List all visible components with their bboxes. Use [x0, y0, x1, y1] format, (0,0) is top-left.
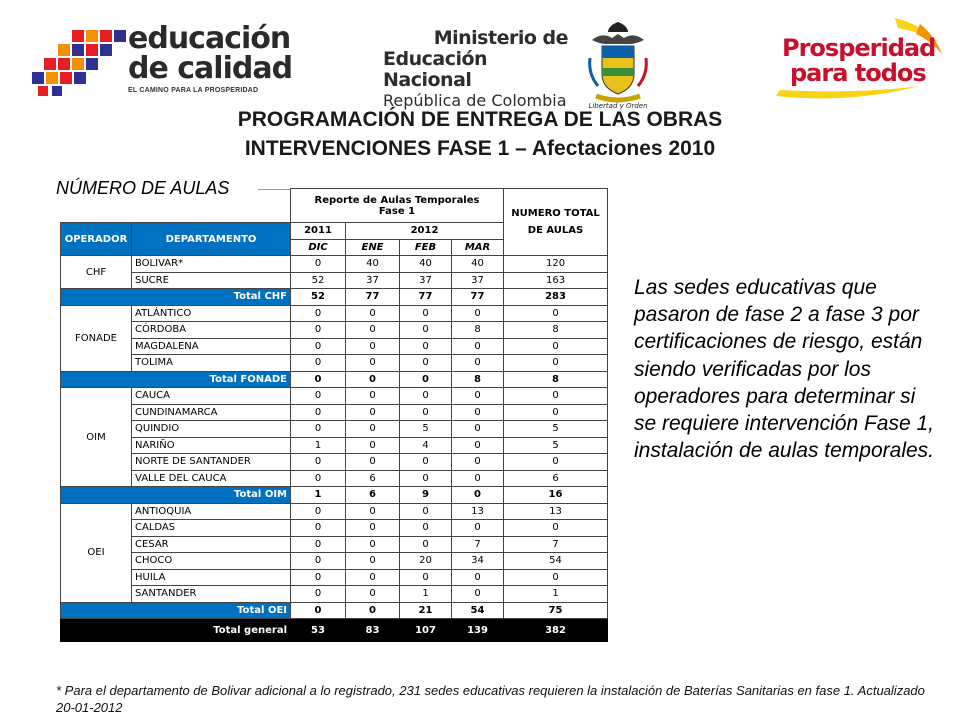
- table-row: [61, 520, 608, 537]
- value-cell-feb: 20: [400, 553, 452, 570]
- departamento-cell: HUILA: [132, 569, 291, 586]
- table-row: [61, 503, 608, 520]
- operador-cell: CHF: [61, 256, 132, 289]
- value-cell-dic: 0: [291, 404, 346, 421]
- subtotal-dic: 52: [291, 289, 346, 306]
- table-row: [61, 586, 608, 603]
- subtotal-feb: 9: [400, 487, 452, 504]
- subtotal-feb: 0: [400, 371, 452, 388]
- value-cell-feb: 0: [400, 322, 452, 339]
- subtotal-label: Total FONADE: [61, 371, 291, 388]
- value-cell-ene: 0: [346, 404, 400, 421]
- value-cell-total: 0: [504, 355, 608, 372]
- value-cell-ene: 0: [346, 322, 400, 339]
- operador-header: OPERADOR: [61, 223, 132, 256]
- value-cell-feb: 5: [400, 421, 452, 438]
- value-cell-ene: 0: [346, 569, 400, 586]
- value-cell-ene: 0: [346, 503, 400, 520]
- departamento-cell: NORTE DE SANTANDER: [132, 454, 291, 471]
- colored-cubes-icon: [32, 26, 127, 98]
- grand-total-mar: 139: [452, 619, 504, 642]
- educacion-de-calidad-logo: [32, 18, 297, 98]
- ministerio-line2: Educación Nacional: [383, 48, 488, 91]
- departamento-cell: SUCRE: [132, 272, 291, 289]
- value-cell-ene: 0: [346, 338, 400, 355]
- operador-cell: OIM: [61, 388, 132, 487]
- table-row: [61, 322, 608, 339]
- prosperidad-line2: para todos: [790, 59, 926, 87]
- subtotal-total: 16: [504, 487, 608, 504]
- departamento-cell: CHOCO: [132, 553, 291, 570]
- departamento-cell: VALLE DEL CAUCA: [132, 470, 291, 487]
- subtotal-total: 75: [504, 602, 608, 619]
- subtotal-mar: 77: [452, 289, 504, 306]
- subtotal-label: Total OEI: [61, 602, 291, 619]
- value-cell-dic: 0: [291, 503, 346, 520]
- grand-total-label: Total general: [61, 619, 291, 642]
- value-cell-mar: 0: [452, 404, 504, 421]
- subtotal-ene: 0: [346, 371, 400, 388]
- departamento-cell: CUNDINAMARCA: [132, 404, 291, 421]
- value-cell-total: 7: [504, 536, 608, 553]
- table-row: [61, 355, 608, 372]
- departamento-header: DEPARTAMENTO: [132, 223, 291, 256]
- value-cell-ene: 0: [346, 586, 400, 603]
- value-cell-total: 54: [504, 553, 608, 570]
- table-row: [61, 421, 608, 438]
- total-header-cell: [504, 189, 608, 256]
- value-cell-feb: 0: [400, 305, 452, 322]
- operador-cell: OEI: [61, 503, 132, 602]
- subtotal-total: 8: [504, 371, 608, 388]
- value-cell-ene: 40: [346, 256, 400, 273]
- prosperidad-para-todos-logo: [770, 14, 945, 102]
- value-cell-mar: 7: [452, 536, 504, 553]
- value-cell-total: 0: [504, 338, 608, 355]
- subtotal-feb: 21: [400, 602, 452, 619]
- value-cell-mar: 0: [452, 305, 504, 322]
- departamento-cell: CAUCA: [132, 388, 291, 405]
- value-cell-mar: 0: [452, 388, 504, 405]
- value-cell-total: 120: [504, 256, 608, 273]
- subtotal-label: Total CHF: [61, 289, 291, 306]
- value-cell-feb: 0: [400, 454, 452, 471]
- value-cell-feb: 4: [400, 437, 452, 454]
- value-cell-ene: 0: [346, 437, 400, 454]
- departamento-cell: ATLÁNTICO: [132, 305, 291, 322]
- value-cell-ene: 6: [346, 470, 400, 487]
- departamento-cell: CALDAS: [132, 520, 291, 537]
- report-title-1: Reporte de Aulas Temporales: [314, 194, 480, 206]
- ministerio-logo: [383, 27, 568, 110]
- coat-motto: Libertad y Orden: [588, 102, 648, 110]
- value-cell-dic: 0: [291, 338, 346, 355]
- subtotal-feb: 77: [400, 289, 452, 306]
- table-row: [61, 305, 608, 322]
- value-cell-dic: 0: [291, 454, 346, 471]
- educacion-logo-tagline: EL CAMINO PARA LA PROSPERIDAD: [128, 87, 259, 94]
- value-cell-ene: 0: [346, 305, 400, 322]
- value-cell-total: 0: [504, 454, 608, 471]
- value-cell-dic: 0: [291, 256, 346, 273]
- subtotal-label: Total OIM: [61, 487, 291, 504]
- subtotal-dic: 1: [291, 487, 346, 504]
- value-cell-feb: 0: [400, 355, 452, 372]
- value-cell-mar: 40: [452, 256, 504, 273]
- educacion-logo-line2: de calidad: [128, 51, 293, 86]
- value-cell-dic: 0: [291, 553, 346, 570]
- value-cell-ene: 37: [346, 272, 400, 289]
- month-feb-header: FEB: [400, 239, 452, 256]
- value-cell-mar: 0: [452, 520, 504, 537]
- table-row: [61, 536, 608, 553]
- subtotal-mar: 8: [452, 371, 504, 388]
- value-cell-ene: 0: [346, 520, 400, 537]
- grand-total-feb: 107: [400, 619, 452, 642]
- value-cell-mar: 8: [452, 322, 504, 339]
- table-row: [61, 454, 608, 471]
- value-cell-mar: 34: [452, 553, 504, 570]
- table-row: [61, 553, 608, 570]
- value-cell-dic: 0: [291, 536, 346, 553]
- value-cell-feb: 0: [400, 470, 452, 487]
- grand-total-total: 382: [504, 619, 608, 642]
- departamento-cell: MAGDALENA: [132, 338, 291, 355]
- value-cell-mar: 0: [452, 454, 504, 471]
- value-cell-mar: 0: [452, 437, 504, 454]
- departamento-cell: NARIÑO: [132, 437, 291, 454]
- value-cell-ene: 0: [346, 454, 400, 471]
- value-cell-dic: 0: [291, 569, 346, 586]
- section-subtitle: NÚMERO DE AULAS: [56, 178, 230, 198]
- value-cell-feb: 0: [400, 503, 452, 520]
- value-cell-feb: 0: [400, 338, 452, 355]
- value-cell-dic: 0: [291, 305, 346, 322]
- departamento-cell: ANTIOQUIA: [132, 503, 291, 520]
- value-cell-total: 163: [504, 272, 608, 289]
- subtotal-mar: 0: [452, 487, 504, 504]
- value-cell-total: 13: [504, 503, 608, 520]
- value-cell-ene: 0: [346, 355, 400, 372]
- value-cell-dic: 0: [291, 520, 346, 537]
- value-cell-dic: 52: [291, 272, 346, 289]
- departamento-cell: QUINDIO: [132, 421, 291, 438]
- aulas-temporales-table: [60, 188, 608, 642]
- subtotal-dic: 0: [291, 371, 346, 388]
- value-cell-mar: 0: [452, 338, 504, 355]
- value-cell-total: 5: [504, 437, 608, 454]
- value-cell-dic: 0: [291, 322, 346, 339]
- table-row: [61, 256, 608, 273]
- value-cell-mar: 0: [452, 586, 504, 603]
- table-row: [61, 569, 608, 586]
- value-cell-dic: 0: [291, 586, 346, 603]
- value-cell-total: 0: [504, 404, 608, 421]
- table-row: [61, 437, 608, 454]
- value-cell-mar: 37: [452, 272, 504, 289]
- total-header-label: NUMERO TOTAL DE AULAS: [511, 208, 600, 236]
- value-cell-feb: 37: [400, 272, 452, 289]
- subtotal-row: [61, 371, 608, 388]
- subtotal-row: [61, 487, 608, 504]
- ministerio-line1: Ministerio de: [433, 27, 568, 49]
- value-cell-total: 8: [504, 322, 608, 339]
- footnote: * Para el departamento de Bolivar adicional a lo registrado, 231 sedes educativas requieren la instalación de Baterías Sanitarias en fase 1. Actualizado 20-01-2012: [56, 683, 925, 715]
- subtotal-ene: 0: [346, 602, 400, 619]
- year-2011-header: 2011: [291, 223, 346, 240]
- value-cell-dic: 1: [291, 437, 346, 454]
- value-cell-feb: 0: [400, 536, 452, 553]
- colombia-coat-of-arms-icon: [582, 18, 654, 110]
- value-cell-ene: 0: [346, 536, 400, 553]
- subtotal-mar: 54: [452, 602, 504, 619]
- departamento-cell: TOLIMA: [132, 355, 291, 372]
- ministerio-line3: República de Colombia: [383, 91, 567, 110]
- grand-total-row: [61, 619, 608, 642]
- value-cell-ene: 0: [346, 421, 400, 438]
- month-ene-header: ENE: [346, 239, 400, 256]
- value-cell-total: 1: [504, 586, 608, 603]
- month-mar-header: MAR: [452, 239, 504, 256]
- value-cell-mar: 0: [452, 421, 504, 438]
- header-row-1: [61, 189, 608, 206]
- table-row: [61, 338, 608, 355]
- table-row: [61, 272, 608, 289]
- value-cell-total: 0: [504, 569, 608, 586]
- subtotal-ene: 6: [346, 487, 400, 504]
- value-cell-total: 0: [504, 388, 608, 405]
- grand-total-dic: 53: [291, 619, 346, 642]
- side-paragraph: Las sedes educativas que pasaron de fase 2 a fase 3 por certificaciones de riesgo, están siendo verificadas por los operadores para determinar si se requiere intervención Fase 1, instalación de aulas temporales.: [634, 276, 935, 463]
- departamento-cell: SANTANDER: [132, 586, 291, 603]
- page-title-line1: PROGRAMACIÓN DE ENTREGA DE LAS OBRAS: [237, 108, 723, 131]
- page-title-line2: INTERVENCIONES FASE 1 – Afectaciones 2010: [244, 137, 716, 160]
- subtotal-dic: 0: [291, 602, 346, 619]
- value-cell-dic: 0: [291, 421, 346, 438]
- value-cell-mar: 13: [452, 503, 504, 520]
- value-cell-feb: 0: [400, 569, 452, 586]
- operador-cell: FONADE: [61, 305, 132, 371]
- report-title-cell: [291, 189, 504, 223]
- table-row: [61, 404, 608, 421]
- departamento-cell: CESAR: [132, 536, 291, 553]
- value-cell-total: 0: [504, 520, 608, 537]
- value-cell-feb: 1: [400, 586, 452, 603]
- value-cell-feb: 0: [400, 404, 452, 421]
- value-cell-feb: 0: [400, 388, 452, 405]
- value-cell-mar: 0: [452, 569, 504, 586]
- value-cell-mar: 0: [452, 355, 504, 372]
- value-cell-total: 0: [504, 305, 608, 322]
- value-cell-ene: 0: [346, 388, 400, 405]
- subtotal-row: [61, 289, 608, 306]
- value-cell-dic: 0: [291, 388, 346, 405]
- departamento-cell: BOLIVAR*: [132, 256, 291, 273]
- aulas-table-container: [60, 188, 608, 642]
- year-2012-header: 2012: [346, 223, 504, 240]
- grand-total-ene: 83: [346, 619, 400, 642]
- value-cell-feb: 40: [400, 256, 452, 273]
- report-title-2: Fase 1: [378, 205, 416, 217]
- subtotal-total: 283: [504, 289, 608, 306]
- table-row: [61, 388, 608, 405]
- value-cell-ene: 0: [346, 553, 400, 570]
- value-cell-mar: 0: [452, 470, 504, 487]
- value-cell-total: 6: [504, 470, 608, 487]
- table-row: [61, 470, 608, 487]
- value-cell-dic: 0: [291, 355, 346, 372]
- departamento-cell: CÓRDOBA: [132, 322, 291, 339]
- educacion-logo-line1: educación: [128, 21, 291, 56]
- value-cell-total: 5: [504, 421, 608, 438]
- prosperidad-line1: Prosperidad: [782, 34, 936, 62]
- subtotal-ene: 77: [346, 289, 400, 306]
- value-cell-dic: 0: [291, 470, 346, 487]
- value-cell-feb: 0: [400, 520, 452, 537]
- month-dic-header: DIC: [291, 239, 346, 256]
- subtotal-row: [61, 602, 608, 619]
